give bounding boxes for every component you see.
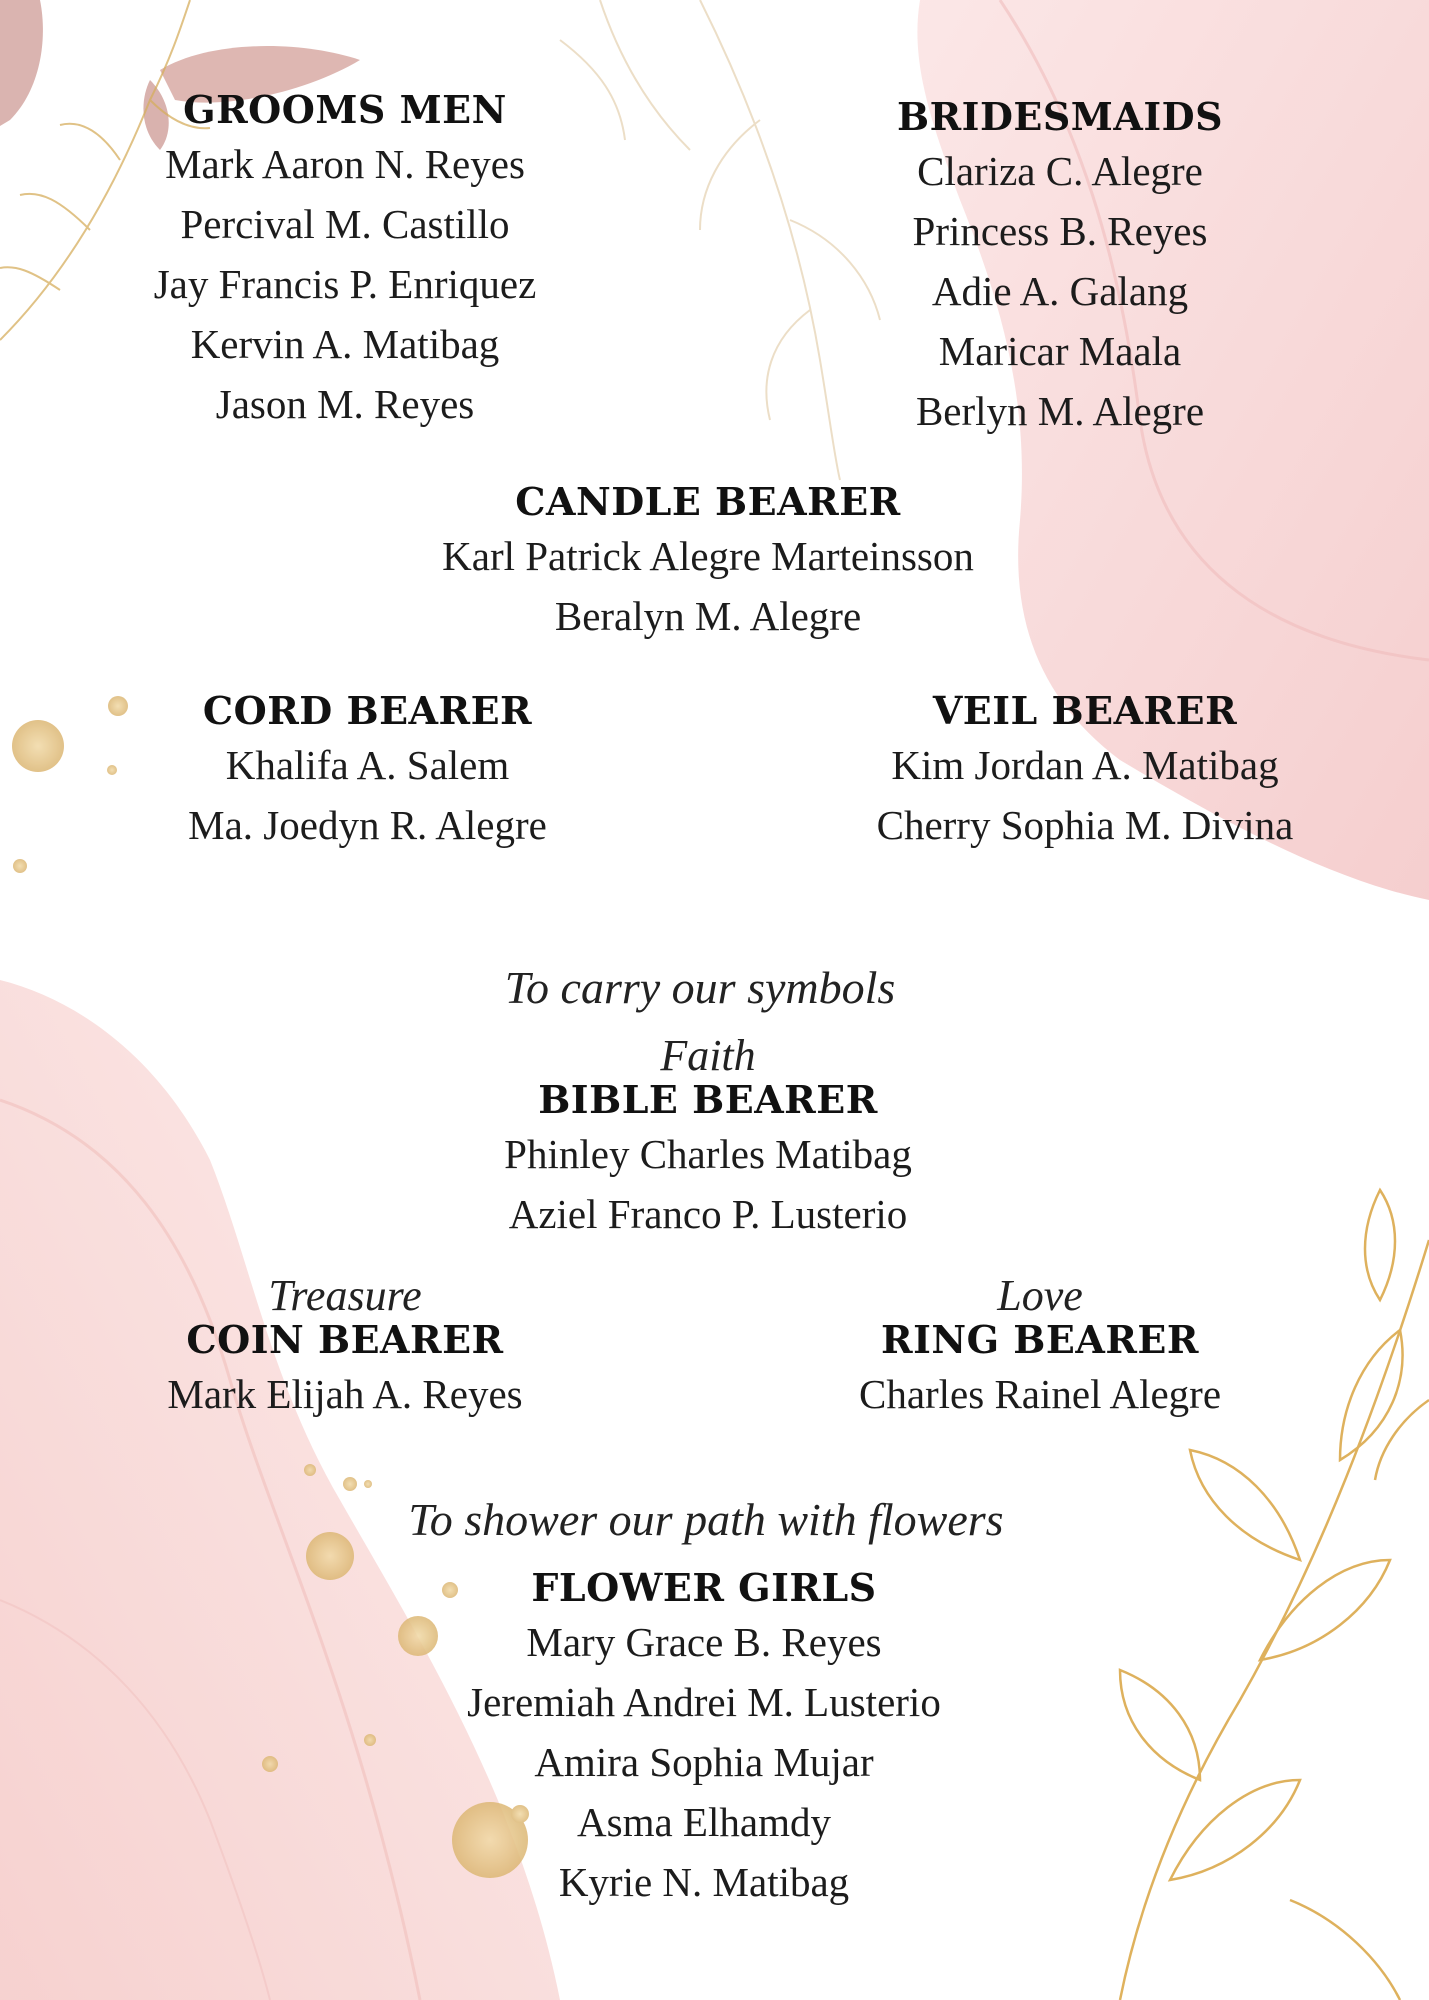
list-item: Khalifa A. Salem xyxy=(225,742,510,788)
list-item: Amira Sophia Mujar xyxy=(534,1739,874,1785)
list-item: Aziel Franco P. Lusterio xyxy=(508,1191,908,1237)
veil-bearer-section xyxy=(840,687,1330,855)
ring-bearer-list xyxy=(810,1364,1270,1424)
list-item: Kervin A. Matibag xyxy=(190,321,500,367)
flower-girls-list xyxy=(384,1612,1024,1912)
list-item: Ma. Joedyn R. Alegre xyxy=(188,802,547,848)
list-item: Clariza C. Alegre xyxy=(917,148,1203,194)
cord-bearer-section xyxy=(110,687,625,855)
flower-girls-section xyxy=(384,1564,1024,1912)
veil-bearer-heading: VEIL BEARER xyxy=(932,688,1238,733)
list-item: Jay Francis P. Enriquez xyxy=(153,261,537,307)
list-item: Phinley Charles Matibag xyxy=(504,1131,912,1177)
bridesmaids-section xyxy=(810,93,1310,441)
list-item: Mary Grace B. Reyes xyxy=(526,1619,882,1665)
bible-bearer-symbol: Faith xyxy=(660,1031,756,1080)
bridesmaids-list xyxy=(810,141,1310,441)
candle-bearer-list xyxy=(358,526,1058,646)
candle-bearer-heading: CANDLE BEARER xyxy=(515,479,901,524)
list-item: Mark Aaron N. Reyes xyxy=(165,141,525,187)
candle-bearer-section xyxy=(358,478,1058,646)
list-item: Jeremiah Andrei M. Lusterio xyxy=(467,1679,941,1725)
list-item: Percival M. Castillo xyxy=(180,201,510,247)
list-item: Asma Elhamdy xyxy=(577,1799,831,1845)
coin-bearer-symbol: Treasure xyxy=(268,1271,422,1320)
coin-bearer-list xyxy=(110,1364,580,1424)
veil-bearer-list xyxy=(840,735,1330,855)
list-item: Mark Elijah A. Reyes xyxy=(167,1371,523,1417)
bridesmaids-heading: BRIDESMAIDS xyxy=(896,94,1224,139)
list-item: Beralyn M. Alegre xyxy=(554,593,862,639)
list-item: Princess B. Reyes xyxy=(912,208,1208,254)
groomsmen-heading: GROOMS MEN xyxy=(183,87,507,132)
coin-bearer-section xyxy=(110,1271,580,1424)
cord-bearer-heading: CORD BEARER xyxy=(202,688,533,733)
ring-bearer-symbol: Love xyxy=(997,1271,1083,1320)
flower-girls-heading: FLOWER GIRLS xyxy=(531,1565,877,1610)
groomsmen-list xyxy=(90,134,600,434)
bible-bearer-list xyxy=(408,1124,1008,1244)
ring-bearer-section xyxy=(810,1271,1270,1424)
bible-bearer-section xyxy=(408,1031,1008,1244)
ring-bearer-heading: RING BEARER xyxy=(881,1317,1199,1362)
flowers-intro: To shower our path with flowers xyxy=(408,1494,1004,1545)
coin-bearer-heading: COIN BEARER xyxy=(186,1317,504,1362)
symbols-intro: To carry our symbols xyxy=(504,962,896,1013)
list-item: Berlyn M. Alegre xyxy=(915,388,1205,434)
list-item: Maricar Maala xyxy=(938,328,1182,374)
bible-bearer-heading: BIBLE BEARER xyxy=(538,1077,878,1122)
list-item: Kim Jordan A. Matibag xyxy=(891,742,1279,788)
list-item: Jason M. Reyes xyxy=(215,381,475,427)
list-item: Charles Rainel Alegre xyxy=(858,1371,1222,1417)
list-item: Cherry Sophia M. Divina xyxy=(876,802,1294,848)
list-item: Karl Patrick Alegre Marteinsson xyxy=(442,533,974,579)
groomsmen-section xyxy=(90,86,600,434)
cord-bearer-list xyxy=(110,735,625,855)
list-item: Adie A. Galang xyxy=(931,268,1189,314)
list-item: Kyrie N. Matibag xyxy=(558,1859,850,1905)
